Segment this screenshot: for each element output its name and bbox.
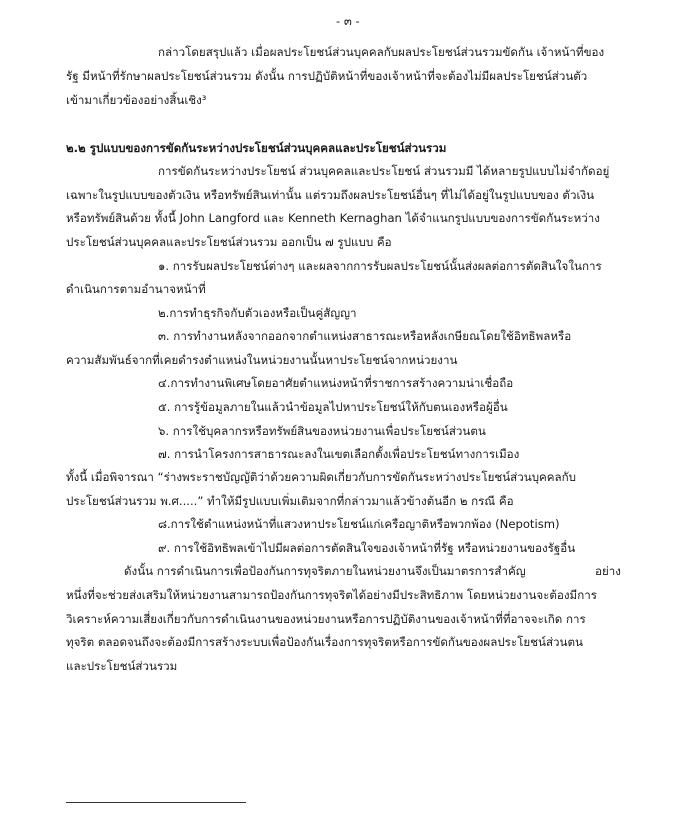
paragraph-line: หนึ่งที่จะช่วยส่งเสริมให้หน่วยงานสามารถป้องกันการทุจริตได้อย่างมีประสิทธิภาพ โดยหน่วยงานจะต้องมีการ <box>66 588 597 602</box>
list-item-continuation: ดำเนินการตามอำนาจหน้าที่ <box>66 282 206 296</box>
list-item-continuation: ความสัมพันธ์จากที่เคยดำรงตำแหน่งในหน่วยงานนั้นหาประโยชน์จากหน่วยงาน <box>66 353 458 367</box>
list-item: ๙. การใช้อิทธิพลเข้าไปมีผลต่อการตัดสินใจของเจ้าหน้าที่รัฐ หรือหน่วยงานของรัฐอื่น <box>158 541 576 555</box>
list-item: ๕. การรู้ข้อมูลภายในแล้วนำข้อมูลไปหาประโยชน์ให้กับตนเองหรือผู้อื่น <box>158 400 508 414</box>
paragraph-line: การขัดกันระหว่างประโยชน์ ส่วนบุคคลและประโยชน์ ส่วนรวมมี ได้หลายรูปแบบไม่จำกัดอยู่ <box>158 164 610 178</box>
list-item: ๔.การทำงานพิเศษโดยอาศัยตำแหน่งหน้าที่ราชการสร้างความน่าเชื่อถือ <box>158 376 514 390</box>
paragraph-line: ทั้งนี้ เมื่อพิจารณา “ร่างพระราชบัญญัติว่าด้วยความผิดเกี่ยวกับการขัดกันระหว่างประโยชน์ส่วนบุคคลกับ <box>66 470 577 484</box>
paragraph-line: ดังนั้น การดำเนินการเพื่อป้องกันการทุจริตภายในหน่วยงานจึงเป็นมาตรการสำคัญ <box>124 564 526 578</box>
section-heading: ๒.๒ รูปแบบของการขัดกันระหว่างประโยชน์ส่วนบุคคลและประโยชน์ส่วนรวม <box>66 141 447 155</box>
paragraph-line: เข้ามาเกี่ยวข้องอย่างสิ้นเชิง³ <box>66 93 207 107</box>
list-item: ๒.การทำธุรกิจกับตัวเองหรือเป็นคู่สัญญา <box>158 306 357 320</box>
paragraph-line: ประโยชน์ส่วนบุคคลและประโยชน์ส่วนรวม ออกเป็น ๗ รูปแบบ คือ <box>66 235 392 249</box>
list-item: ๗. การนำโครงการสาธารณะลงในเขตเลือกตั้งเพื่อประโยชน์ทางการเมือง <box>158 447 520 461</box>
paragraph-line: และประโยชน์ส่วนรวม <box>66 659 178 673</box>
paragraph-line: กล่าวโดยสรุปแล้ว เมื่อผลประโยชน์ส่วนบุคคลกับผลประโยชน์ส่วนรวมขัดกัน เจ้าหน้าที่ของ <box>158 45 605 59</box>
list-item: ๘.การใช้ตำแหน่งหน้าที่แสวงหาประโยชน์แก่เครือญาติหรือพวกพ้อง (Nepotism) <box>158 517 560 531</box>
paragraph-line: เฉพาะในรูปแบบของตัวเงิน หรือทรัพย์สินเท่านั้น แต่รวมถึงผลประโยชน์อื่นๆ ที่ไม่ได้อยู่ในรูปแบบของ ตัวเงิน <box>66 188 595 202</box>
paragraph-line: ประโยชน์ส่วนรวม พ.ศ.....” ทำให้มีรูปแบบเพิ่มเติมจากที่กล่าวมาแล้วข้างต้นอีก ๒ กรณี คือ <box>66 494 514 508</box>
paragraph-line: ทุจริต ตลอดจนถึงจะต้องมีการสร้างระบบเพื่อป้องกันเรื่องการทุจริตหรือการขัดกันของผลประโยชน์ส่วนตน <box>66 635 583 649</box>
list-item: ๖. การใช้บุคลากรหรือทรัพย์สินของหน่วยงานเพื่อประโยชน์ส่วนตน <box>158 424 486 438</box>
paragraph-line: หรือทรัพย์สินด้วย ทั้งนี้ John Langford และ Kenneth Kernaghan ได้จำแนกรูปแบบของการขัดกันระหว่าง <box>66 211 600 225</box>
footnote-separator <box>66 802 246 803</box>
paragraph-line: รัฐ มีหน้าที่รักษาผลประโยชน์ส่วนรวม ดังนั้น การปฏิบัติหน้าที่ของเจ้าหน้าที่จะต้องไม่มีผลประโยชน์ส่วนตัว <box>66 69 588 83</box>
page-number: - ๓ - <box>336 14 360 28</box>
paragraph-line-tail: อย่าง <box>595 564 621 578</box>
list-item: ๑. การรับผลประโยชน์ต่างๆ และผลจากการรับผลประโยชน์นั้นส่งผลต่อการตัดสินใจในการ <box>158 259 602 273</box>
list-item: ๓. การทำงานหลังจากออกจากตำแหน่งสาธารณะหรือหลังเกษียณโดยใช้อิทธิพลหรือ <box>158 329 572 343</box>
paragraph-line: วิเคราะห์ความเสี่ยงเกี่ยวกับการดำเนินงานของหน่วยงานหรือการปฏิบัติงานของเจ้าหน้าที่ที่อาจจะเกิด การ <box>66 612 586 626</box>
